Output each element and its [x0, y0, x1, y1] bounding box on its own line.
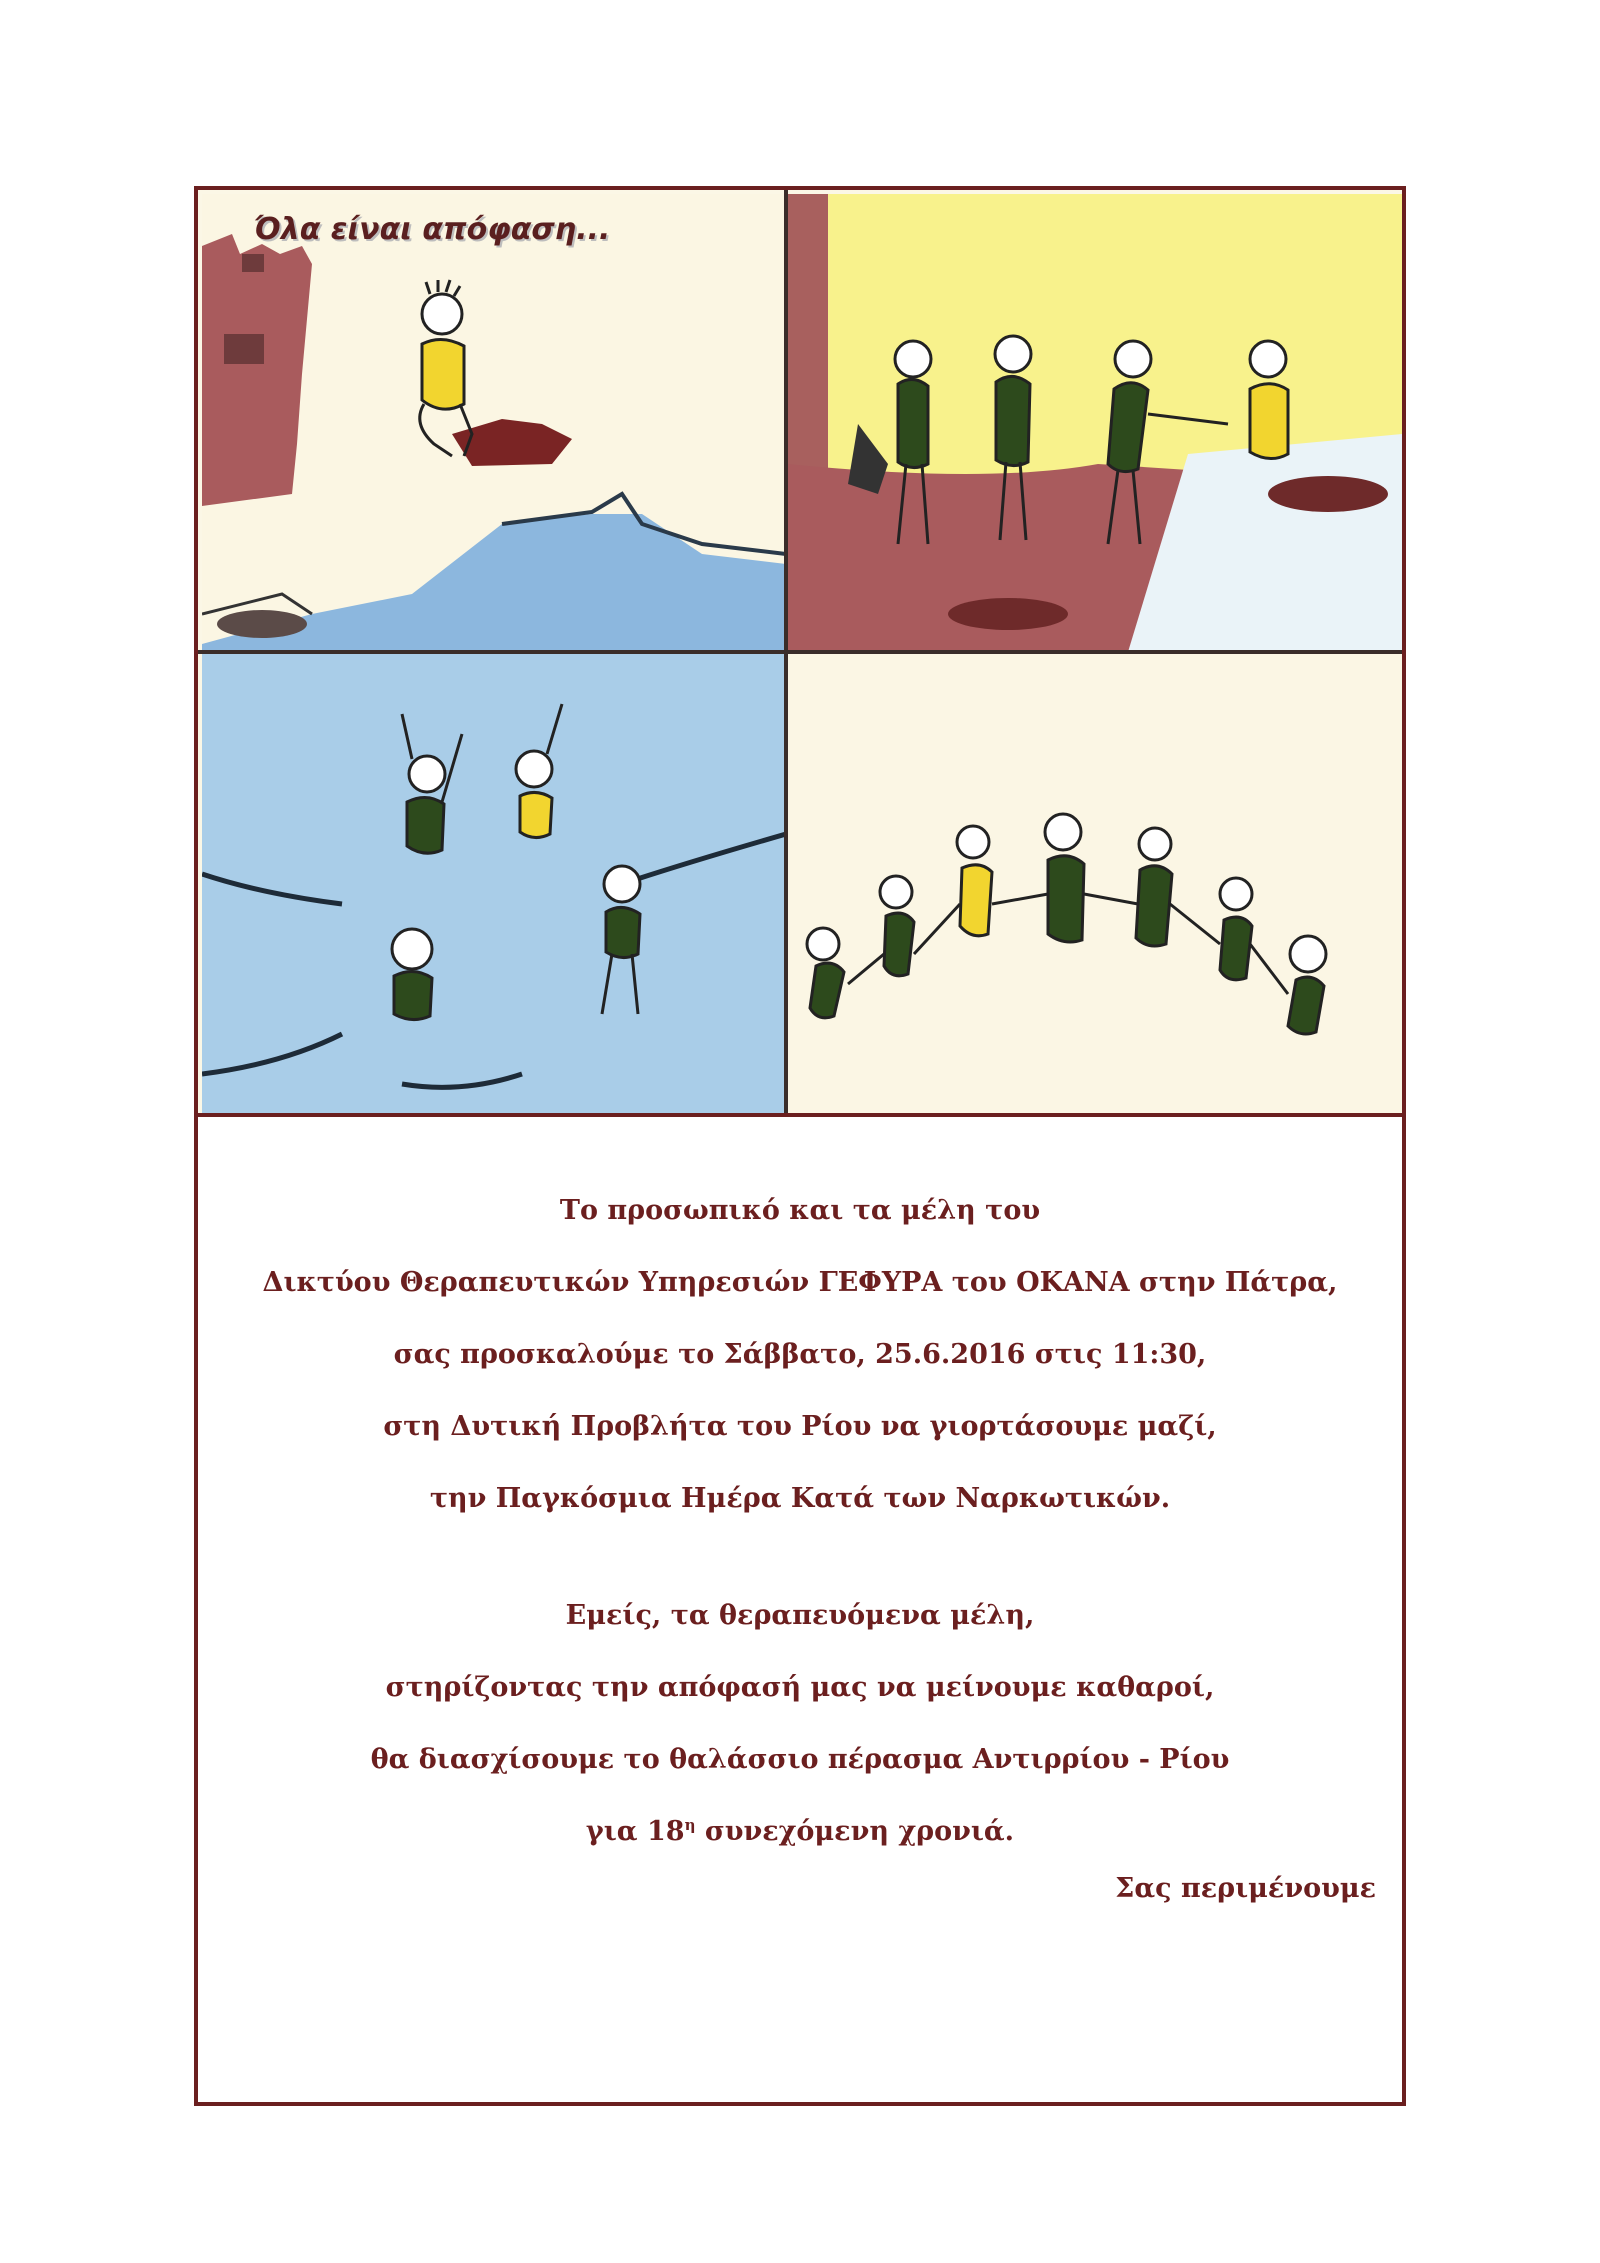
comic-title: Όλα είναι απόφαση... — [254, 212, 611, 247]
invitation-line-9 — [198, 1816, 1402, 1847]
panel-divider-horizontal — [198, 650, 1402, 654]
comic-panel-4 — [788, 654, 1402, 1117]
invitation-line-3: σας προσκαλούμε το Σάββατο, 25.6.2016 στις 11:30, — [393, 1339, 1207, 1370]
invitation-line-5: την Παγκόσμια Ημέρα Κατά των Ναρκωτικών. — [429, 1483, 1171, 1514]
comic-illustration — [194, 186, 1406, 1117]
invitation-line-8: θα διασχίσουμε το θαλάσσιο πέρασμα Αντιρρίου - Ρίου — [370, 1744, 1230, 1775]
year-count-text: για 18 — [585, 1816, 685, 1847]
invitation-line-1: Το προσωπικό και τα μέλη του — [559, 1195, 1041, 1226]
comic-panel-3 — [202, 654, 786, 1117]
signature: Σας περιμένουμε — [1115, 1873, 1376, 1904]
year-count-rest: συνεχόμενη χρονιά. — [695, 1816, 1015, 1847]
invitation-line-7: στηρίζοντας την απόφασή μας να μείνουμε καθαροί, — [385, 1672, 1215, 1703]
comic-panel-2 — [788, 194, 1402, 652]
invitation-line-6: Εμείς, τα θεραπευόμενα μέλη, — [565, 1600, 1035, 1631]
ordinal-superscript: η — [684, 1816, 696, 1834]
invitation-line-4: στη Δυτική Προβλήτα του Ρίου να γιορτάσουμε μαζί, — [383, 1411, 1217, 1442]
invitation-line-2: Δικτύου Θεραπευτικών Υπηρεσιών ΓΕΦΥΡΑ του ΟΚΑΝΑ στην Πάτρα, — [262, 1267, 1338, 1298]
invitation-text-box — [194, 1117, 1406, 2106]
comic-panel-1 — [202, 194, 786, 652]
